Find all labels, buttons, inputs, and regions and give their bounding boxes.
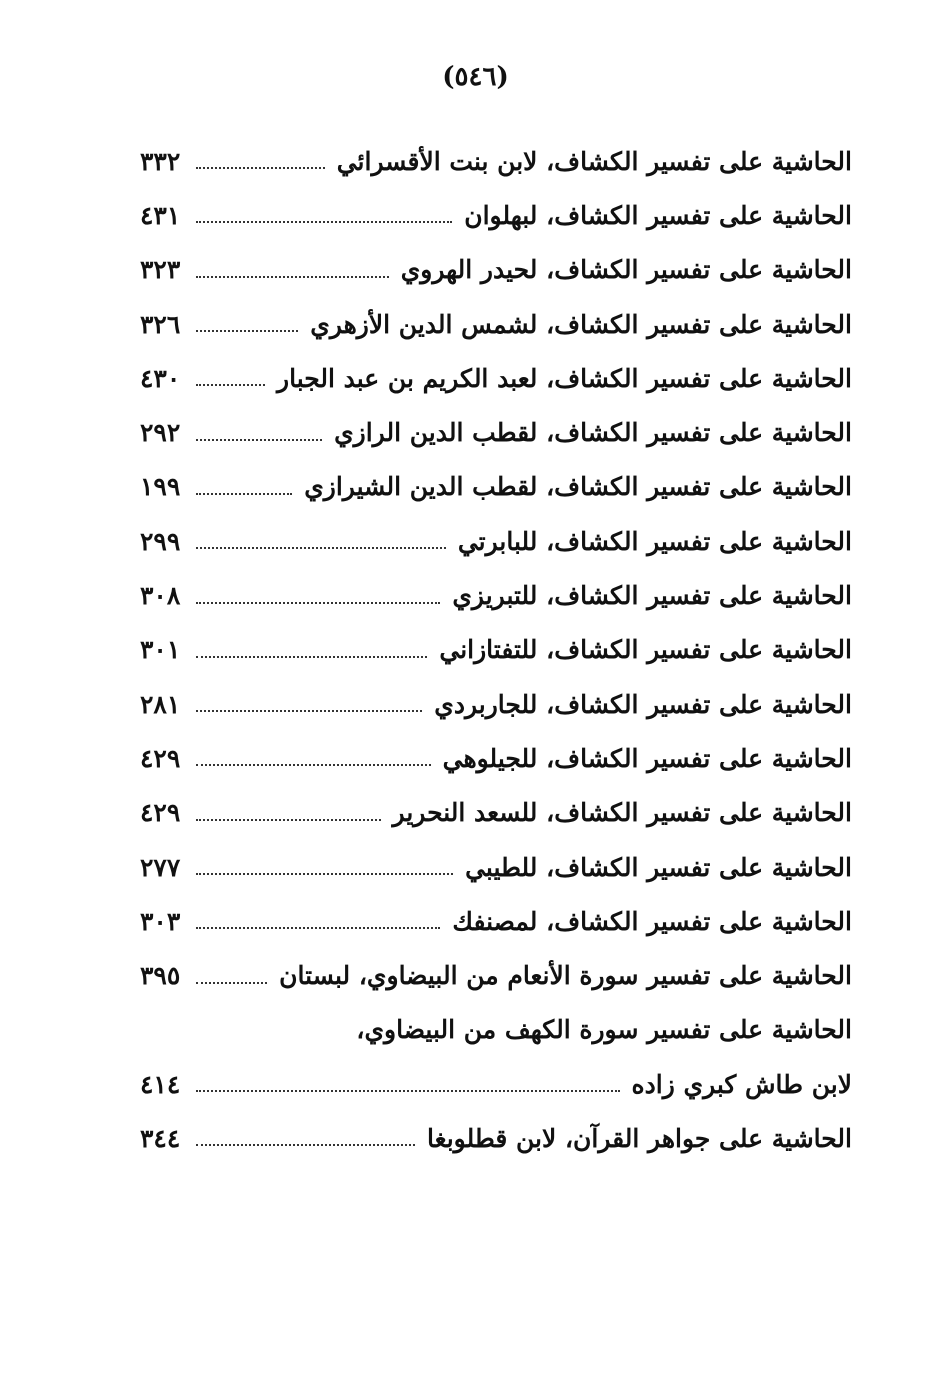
dot-leader	[196, 602, 440, 604]
entry-page-number: ٣٠٣	[140, 906, 181, 936]
index-entry	[140, 786, 852, 840]
dot-leader	[196, 547, 446, 549]
index-entry	[140, 840, 852, 894]
entry-title: الحاشية على تفسير الكشاف، للبابرتي	[457, 526, 852, 556]
entry-page-number: ٣٠١	[140, 635, 181, 665]
entry-title: الحاشية على تفسير الكشاف، للتفتازاني	[439, 635, 852, 665]
index-entry	[140, 677, 852, 731]
dot-leader	[196, 167, 325, 169]
index-entry	[140, 568, 852, 622]
entry-page-number: ٣٣٢	[140, 146, 181, 176]
entry-title: الحاشية على تفسير الكشاف، لبهلوان	[464, 200, 852, 230]
entry-title: الحاشية على تفسير الكشاف، لقطب الدين الشيرازي	[304, 472, 852, 502]
index-entry	[140, 297, 852, 351]
dot-leader	[196, 982, 267, 984]
entry-page-number: ٤٣١	[140, 200, 181, 230]
entry-title: لابن طاش كبري زاده	[631, 1069, 852, 1099]
index-entry	[140, 1111, 852, 1165]
dot-leader	[196, 276, 389, 278]
dot-leader	[196, 819, 381, 821]
dot-leader	[196, 1144, 415, 1146]
entry-title: الحاشية على تفسير الكشاف، لحيدر الهروي	[400, 255, 852, 285]
dot-leader	[196, 493, 292, 495]
index-entry	[140, 514, 852, 568]
index-entry	[140, 623, 852, 677]
index-entry	[140, 188, 852, 242]
dot-leader	[196, 330, 298, 332]
index-entry	[140, 948, 852, 1002]
dot-leader	[196, 384, 265, 386]
entry-title: الحاشية على تفسير الكشاف، للطيبي	[465, 852, 852, 882]
index-entry	[140, 243, 852, 297]
entry-page-number: ٢٩٩	[140, 526, 181, 556]
entry-title: الحاشية على تفسير الكشاف، للجاربردي	[434, 689, 852, 719]
dot-leader	[196, 927, 440, 929]
entry-title: الحاشية على تفسير الكشاف، لابن بنت الأقسرائي	[336, 146, 852, 176]
index-entry	[140, 731, 852, 785]
entry-title: الحاشية على تفسير الكشاف، لقطب الدين الرازي	[334, 418, 852, 448]
index-list	[140, 134, 852, 1166]
index-entry	[140, 894, 852, 948]
entry-title: الحاشية على تفسير الكشاف، لشمس الدين الأزهري	[310, 309, 852, 339]
index-entry	[140, 405, 852, 459]
entry-page-number: ٤٢٩	[140, 798, 181, 828]
entry-page-number: ٣٠٨	[140, 581, 181, 611]
entry-title: الحاشية على تفسير سورة الكهف من البيضاوي،	[356, 1015, 852, 1045]
entry-title: الحاشية على تفسير الكشاف، للسعد النحرير	[392, 798, 852, 828]
index-entry	[140, 1003, 852, 1057]
entry-page-number: ٣٤٤	[140, 1123, 181, 1153]
entry-title: الحاشية على تفسير الكشاف، لعبد الكريم بن عبد الجبار	[277, 363, 852, 393]
dot-leader	[196, 1090, 620, 1092]
entry-page-number: ٤١٤	[140, 1069, 181, 1099]
entry-page-number: ٢٨١	[140, 689, 181, 719]
entry-page-number: ٢٧٧	[140, 852, 181, 882]
entry-title: الحاشية على تفسير سورة الأنعام من البيضاوي، لبستان	[279, 961, 852, 991]
index-entry	[140, 134, 852, 188]
entry-title: الحاشية على جواهر القرآن، لابن قطلوبغا	[427, 1123, 852, 1153]
entry-title: الحاشية على تفسير الكشاف، للجيلوهي	[442, 743, 852, 773]
dot-leader	[196, 710, 422, 712]
dot-leader	[196, 221, 452, 223]
entry-page-number: ١٩٩	[140, 472, 181, 502]
entry-page-number: ٤٢٩	[140, 743, 181, 773]
page-number: (٥٤٦)	[442, 62, 509, 92]
entry-page-number: ٤٣٠	[140, 363, 181, 393]
dot-leader	[196, 439, 322, 441]
entry-page-number: ٣٢٦	[140, 309, 181, 339]
dot-leader	[196, 764, 431, 766]
entry-title: الحاشية على تفسير الكشاف، لمصنفك	[452, 906, 852, 936]
index-entry	[140, 351, 852, 405]
entry-page-number: ٣٩٥	[140, 961, 181, 991]
entry-page-number: ٣٢٣	[140, 255, 181, 285]
dot-leader	[196, 656, 427, 658]
entry-title: الحاشية على تفسير الكشاف، للتبريزي	[452, 581, 852, 611]
entry-page-number: ٢٩٢	[140, 418, 181, 448]
index-entry	[140, 1057, 852, 1111]
dot-leader	[196, 873, 453, 875]
index-entry	[140, 460, 852, 514]
